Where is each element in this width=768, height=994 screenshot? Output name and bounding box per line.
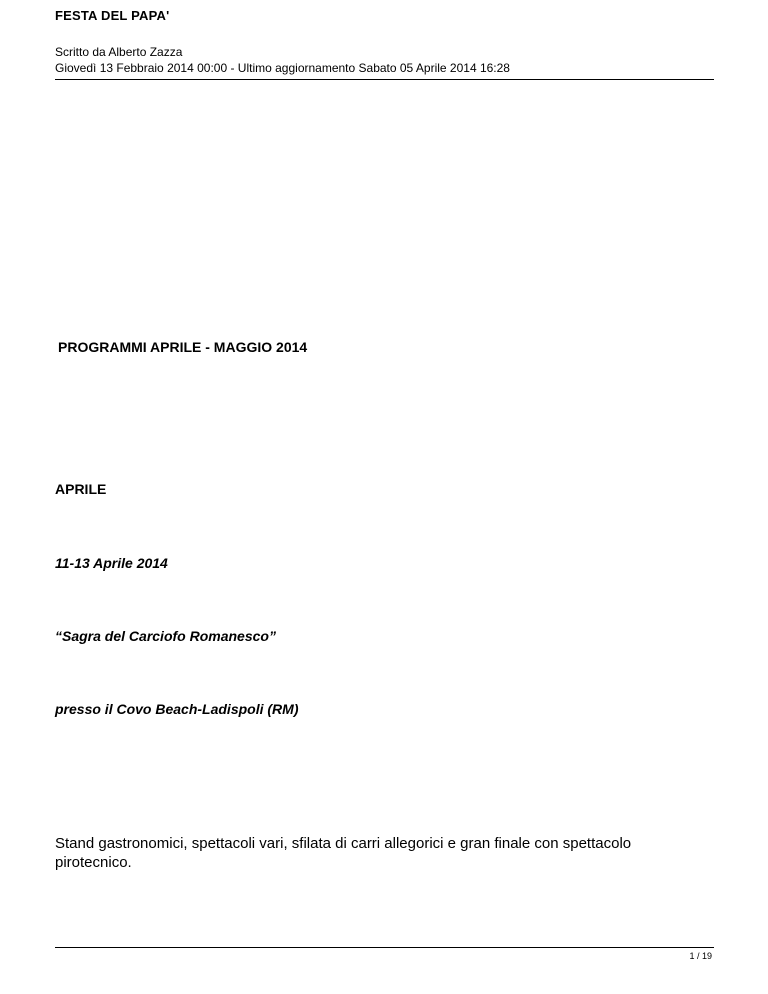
- document-title: FESTA DEL PAPA': [55, 8, 170, 23]
- page-number: 1 / 19: [689, 951, 712, 961]
- header-divider: [55, 79, 714, 80]
- event-description: Stand gastronomici, spettacoli vari, sfilata di carri allegorici e gran finale con spettacolo pirotecnico.: [55, 835, 632, 871]
- date-line: Giovedì 13 Febbraio 2014 00:00 - Ultimo aggiornamento Sabato 05 Aprile 2014 16:28: [55, 61, 510, 75]
- event-name: “Sagra del Carciofo Romanesco”: [55, 628, 276, 644]
- author-line: Scritto da Alberto Zazza: [55, 45, 183, 59]
- section-heading: PROGRAMMI APRILE - MAGGIO 2014: [58, 339, 308, 355]
- event-place: presso il Covo Beach-Ladispoli (RM): [55, 701, 299, 717]
- event-dates: 11-13 Aprile 2014: [55, 555, 168, 571]
- footer-divider: [55, 947, 714, 948]
- month-heading: APRILE: [55, 481, 107, 497]
